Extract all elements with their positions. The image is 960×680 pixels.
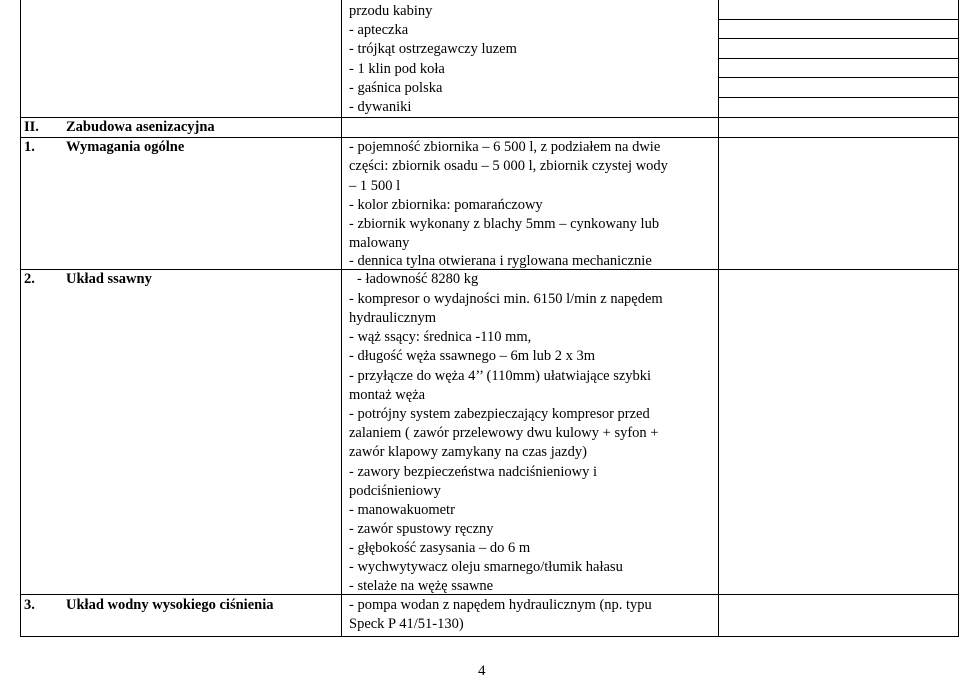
desc-line: Speck P 41/51-130): [349, 616, 464, 632]
desc-line: zawór klapowy zamykany na czas jazdy): [349, 444, 587, 460]
table-border-right: [958, 0, 959, 637]
empty-cell-line: [718, 58, 958, 59]
desc-line: - wąż ssący: średnica -110 mm,: [349, 329, 532, 345]
desc-line: zalaniem ( zawór przelewowy dwu kulowy + syfon +: [349, 425, 659, 441]
desc-line: - potrójny system zabezpieczający kompresor przed: [349, 406, 650, 422]
desc-line: - dennica tylna otwierana i ryglowana mechanicznie: [349, 253, 652, 269]
row-label: Układ wodny wysokiego ciśnienia: [66, 597, 274, 613]
table-border-bottom: [20, 636, 958, 637]
desc-line: - stelaże na wężę ssawne: [349, 578, 494, 594]
top-line: - apteczka: [349, 22, 409, 38]
desc-line: - wychwytywacz oleju smarnego/tłumik hałasu: [349, 559, 623, 575]
desc-line: - przyłącze do węża 4’’ (110mm) ułatwiające szybki: [349, 368, 652, 384]
top-line: - gaśnica polska: [349, 80, 443, 96]
table-divider-label: [341, 0, 342, 637]
desc-line: - zawór spustowy ręczny: [349, 521, 494, 537]
desc-line: montaż węża: [349, 387, 426, 403]
top-line: przodu kabiny: [349, 3, 433, 19]
section-number: II.: [24, 119, 39, 135]
row-number: 2.: [24, 271, 35, 287]
empty-cell-line: [718, 77, 958, 78]
top-line: - trójkąt ostrzegawczy luzem: [349, 41, 517, 57]
desc-line: - zbiornik wykonany z blachy 5mm – cynkowany lub: [349, 216, 660, 232]
table-border-left: [20, 0, 21, 637]
section-title: Zabudowa asenizacyjna: [66, 119, 215, 135]
row-number: 1.: [24, 139, 35, 155]
row-number: 3.: [24, 597, 35, 613]
row-label: Wymagania ogólne: [66, 139, 185, 155]
page-number: 4: [478, 663, 486, 679]
empty-cell-line: [718, 97, 958, 98]
desc-line: malowany: [349, 235, 410, 251]
desc-line: - kolor zbiornika: pomarańczowy: [349, 197, 543, 213]
desc-line: - głębokość zasysania – do 6 m: [349, 540, 531, 556]
empty-cell-line: [718, 19, 958, 20]
table-divider-desc: [718, 0, 719, 637]
desc-line: - długość węża ssawnego – 6m lub 2 x 3m: [349, 348, 596, 364]
desc-line: - kompresor o wydajności min. 6150 l/min z napędem: [349, 291, 663, 307]
row-label: Układ ssawny: [66, 271, 152, 287]
desc-line: - zawory bezpieczeństwa nadciśnieniowy i: [349, 464, 598, 480]
empty-cell-line: [718, 38, 958, 39]
desc-line: - ładowność 8280 kg: [357, 271, 479, 287]
desc-line: podciśnieniowy: [349, 483, 441, 499]
top-line: - dywaniki: [349, 99, 412, 115]
desc-line: – 1 500 l: [349, 178, 401, 194]
desc-line: - pompa wodan z napędem hydraulicznym (np. typu: [349, 597, 652, 613]
desc-line: - pojemność zbiornika – 6 500 l, z podziałem na dwie: [349, 139, 661, 155]
desc-line: - manowakuometr: [349, 502, 455, 518]
desc-line: hydraulicznym: [349, 310, 436, 326]
top-line: - 1 klin pod koła: [349, 61, 445, 77]
desc-line: części: zbiornik osadu – 5 000 l, zbiornik czystej wody: [349, 158, 668, 174]
